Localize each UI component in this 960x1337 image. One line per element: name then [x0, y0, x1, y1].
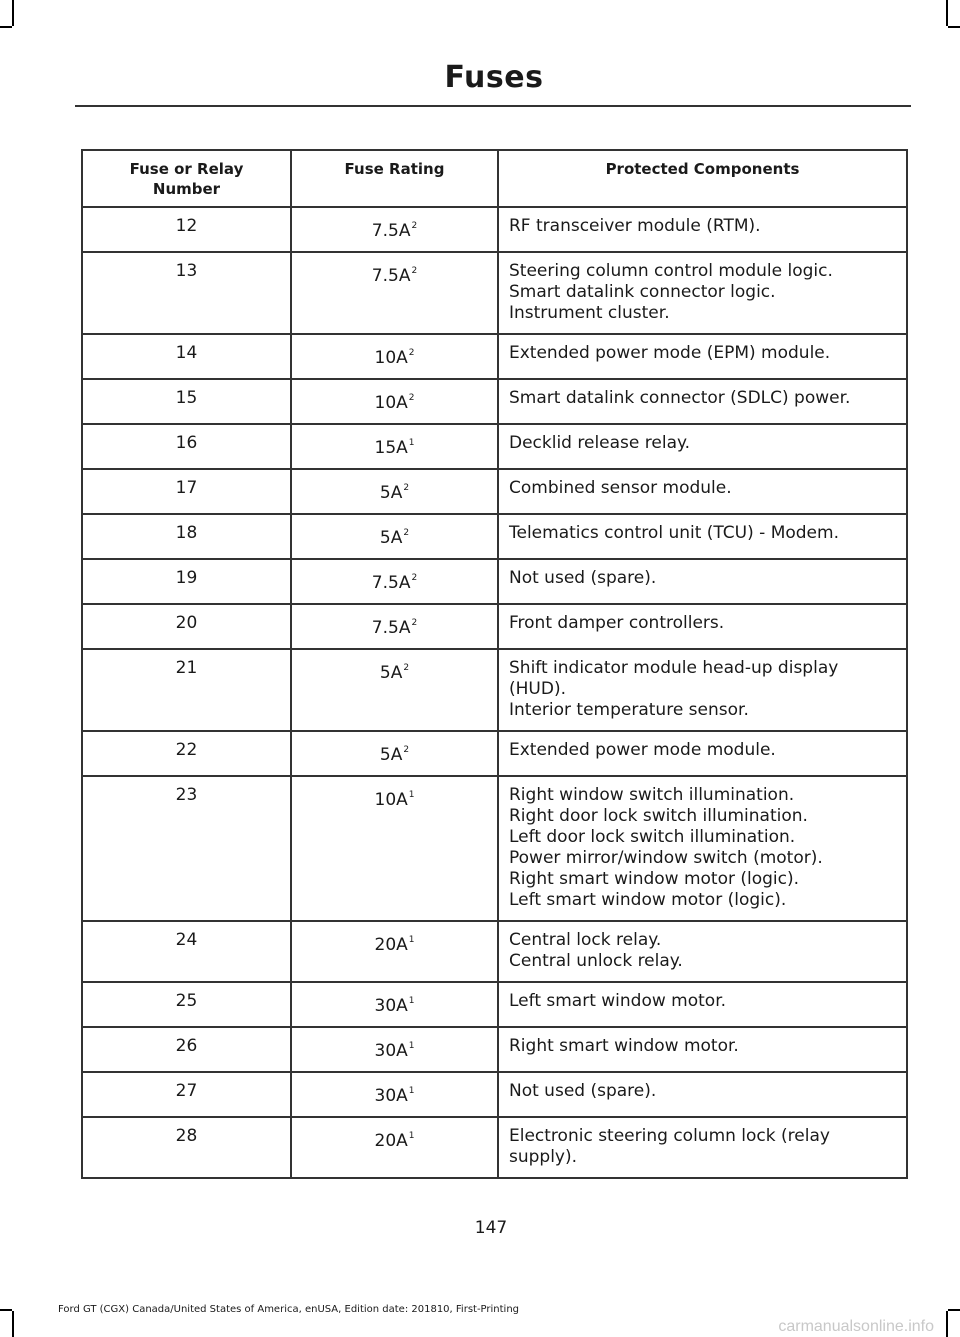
table-row: [82, 207, 907, 252]
component-line: Telematics control unit (TCU) - Modem.: [509, 523, 839, 543]
crop-mark: [948, 1309, 960, 1311]
footnote-marker: 2: [403, 745, 410, 755]
component-line: Right smart window motor (logic).: [509, 869, 800, 889]
component-line: Right window switch illumination.: [509, 785, 795, 805]
footer-edition: Ford GT (CGX) Canada/United States of America, enUSA, Edition date: 201810, First-Printing: [58, 1304, 520, 1315]
table-row: [82, 514, 907, 559]
fuse-rating-cell: [291, 1072, 498, 1117]
protected-components: [498, 921, 907, 982]
table-row: [82, 1072, 907, 1117]
fuse-number: 13: [82, 252, 291, 334]
component-line: Left smart window motor.: [509, 991, 727, 1011]
fuse-number: 27: [82, 1072, 291, 1117]
component-line: Left smart window motor (logic).: [509, 890, 787, 910]
fuse-number: 14: [82, 334, 291, 379]
component-line: Not used (spare).: [509, 568, 657, 588]
protected-components: [498, 514, 907, 559]
fuse-rating: 7.5A: [371, 221, 411, 241]
footnote-marker: 1: [408, 438, 415, 448]
protected-components: [498, 424, 907, 469]
protected-components: [498, 379, 907, 424]
footnote-marker: 1: [408, 935, 415, 945]
fuse-rating: 5A: [379, 745, 403, 765]
table-row: [82, 424, 907, 469]
footnote-marker: 1: [408, 790, 415, 800]
fuse-table-body: [82, 207, 907, 1178]
table-row: [82, 776, 907, 921]
crop-mark: [0, 26, 12, 28]
component-line: Front damper controllers.: [509, 613, 725, 633]
component-line: Combined sensor module.: [509, 478, 732, 498]
fuse-number: 23: [82, 776, 291, 921]
fuse-rating: 7.5A: [371, 618, 411, 638]
table-row: [82, 1027, 907, 1072]
fuse-rating-cell: [291, 559, 498, 604]
component-line: Not used (spare).: [509, 1081, 657, 1101]
fuse-rating: 30A: [374, 1041, 408, 1061]
table-header-row: [82, 150, 907, 207]
fuse-rating-cell: [291, 982, 498, 1027]
footnote-marker: 1: [408, 1086, 415, 1096]
table-row: [82, 731, 907, 776]
table-row: [82, 604, 907, 649]
fuse-table: [81, 149, 908, 1179]
fuse-rating: 5A: [379, 483, 403, 503]
footnote-marker: 2: [403, 528, 410, 538]
component-line: Shift indicator module head-up display (HUD).: [509, 658, 839, 699]
protected-components: [498, 559, 907, 604]
component-line: Right smart window motor.: [509, 1036, 739, 1056]
crop-mark: [948, 26, 960, 28]
crop-mark: [0, 1309, 12, 1311]
table-row: [82, 1117, 907, 1178]
footnote-marker: 1: [408, 996, 415, 1006]
fuse-rating-cell: [291, 424, 498, 469]
protected-components: [498, 776, 907, 921]
fuse-number: 28: [82, 1117, 291, 1178]
fuse-number: 18: [82, 514, 291, 559]
table-row: [82, 334, 907, 379]
component-line: Smart datalink connector logic.: [509, 282, 776, 302]
protected-components: [498, 1117, 907, 1178]
component-line: Steering column control module logic.: [509, 261, 833, 281]
fuse-rating-cell: [291, 252, 498, 334]
footnote-marker: 1: [408, 1131, 415, 1141]
fuse-number: 25: [82, 982, 291, 1027]
protected-components: [498, 982, 907, 1027]
fuse-number: 12: [82, 207, 291, 252]
fuse-rating-cell: [291, 649, 498, 731]
table-row: [82, 982, 907, 1027]
fuse-rating-cell: [291, 379, 498, 424]
protected-components: [498, 207, 907, 252]
protected-components: [498, 252, 907, 334]
fuse-number: 15: [82, 379, 291, 424]
component-line: Extended power mode (EPM) module.: [509, 343, 831, 363]
fuse-number: 26: [82, 1027, 291, 1072]
protected-components: [498, 604, 907, 649]
fuse-rating-cell: [291, 334, 498, 379]
component-line: RF transceiver module (RTM).: [509, 216, 761, 236]
crop-mark: [12, 1311, 14, 1337]
fuse-number: 19: [82, 559, 291, 604]
fuse-rating-cell: [291, 1117, 498, 1178]
fuse-number: 21: [82, 649, 291, 731]
footnote-marker: 2: [411, 618, 418, 628]
fuse-rating-cell: [291, 776, 498, 921]
fuse-rating-cell: [291, 604, 498, 649]
fuse-rating-cell: [291, 514, 498, 559]
fuse-rating: 7.5A: [371, 573, 411, 593]
fuse-rating: 7.5A: [371, 266, 411, 286]
component-line: Power mirror/window switch (motor).: [509, 848, 823, 868]
footnote-marker: 2: [403, 663, 410, 673]
fuse-rating: 15A: [374, 438, 408, 458]
table-row: [82, 649, 907, 731]
fuse-rating: 20A: [374, 935, 408, 955]
fuse-number: 16: [82, 424, 291, 469]
watermark: carmanualsonline.info: [778, 1318, 934, 1335]
table-row: [82, 379, 907, 424]
fuse-rating: 10A: [374, 790, 408, 810]
footnote-marker: 2: [411, 266, 418, 276]
fuse-rating: 30A: [374, 1086, 408, 1106]
table-row: [82, 921, 907, 982]
footnote-marker: 2: [411, 221, 418, 231]
header-fuse-number: [82, 150, 291, 207]
component-line: Interior temperature sensor.: [509, 700, 749, 720]
protected-components: [498, 731, 907, 776]
crop-mark: [12, 0, 14, 26]
fuse-rating-cell: [291, 731, 498, 776]
crop-mark: [946, 0, 948, 26]
protected-components: [498, 649, 907, 731]
footnote-marker: 2: [408, 348, 415, 358]
protected-components: [498, 1072, 907, 1117]
fuse-number: 17: [82, 469, 291, 514]
fuse-number: 24: [82, 921, 291, 982]
component-line: Extended power mode module.: [509, 740, 776, 760]
table-row: [82, 252, 907, 334]
header-fuse-number-line1: Fuse or Relay: [129, 160, 244, 178]
component-line: Instrument cluster.: [509, 303, 670, 323]
header-protected-components: Protected Components: [498, 150, 907, 207]
component-line: Smart datalink connector (SDLC) power.: [509, 388, 851, 408]
header-fuse-number-line2: Number: [152, 180, 221, 198]
title-divider: [75, 105, 911, 107]
fuse-rating-cell: [291, 1027, 498, 1072]
fuse-rating: 10A: [374, 393, 408, 413]
fuse-rating-cell: [291, 921, 498, 982]
fuse-number: 20: [82, 604, 291, 649]
fuse-rating-cell: [291, 469, 498, 514]
footnote-marker: 2: [408, 393, 415, 403]
component-line: Left door lock switch illumination.: [509, 827, 796, 847]
component-line: Central unlock relay.: [509, 951, 683, 971]
table-row: [82, 559, 907, 604]
fuse-rating: 20A: [374, 1131, 408, 1151]
protected-components: [498, 469, 907, 514]
page-number: 147: [474, 1218, 508, 1238]
fuse-rating: 5A: [379, 663, 403, 683]
footnote-marker: 2: [403, 483, 410, 493]
footnote-marker: 2: [411, 573, 418, 583]
table-row: [82, 469, 907, 514]
component-line: Decklid release relay.: [509, 433, 691, 453]
header-fuse-rating: Fuse Rating: [291, 150, 498, 207]
component-line: Right door lock switch illumination.: [509, 806, 808, 826]
crop-mark: [946, 1311, 948, 1337]
component-line: Central lock relay.: [509, 930, 662, 950]
fuse-rating: 30A: [374, 996, 408, 1016]
footnote-marker: 1: [408, 1041, 415, 1051]
fuse-rating: 10A: [374, 348, 408, 368]
protected-components: [498, 1027, 907, 1072]
fuse-number: 22: [82, 731, 291, 776]
protected-components: [498, 334, 907, 379]
page-title: Fuses: [444, 60, 544, 95]
fuse-rating-cell: [291, 207, 498, 252]
component-line: Electronic steering column lock (relay supply).: [509, 1126, 830, 1167]
fuse-rating: 5A: [379, 528, 403, 548]
